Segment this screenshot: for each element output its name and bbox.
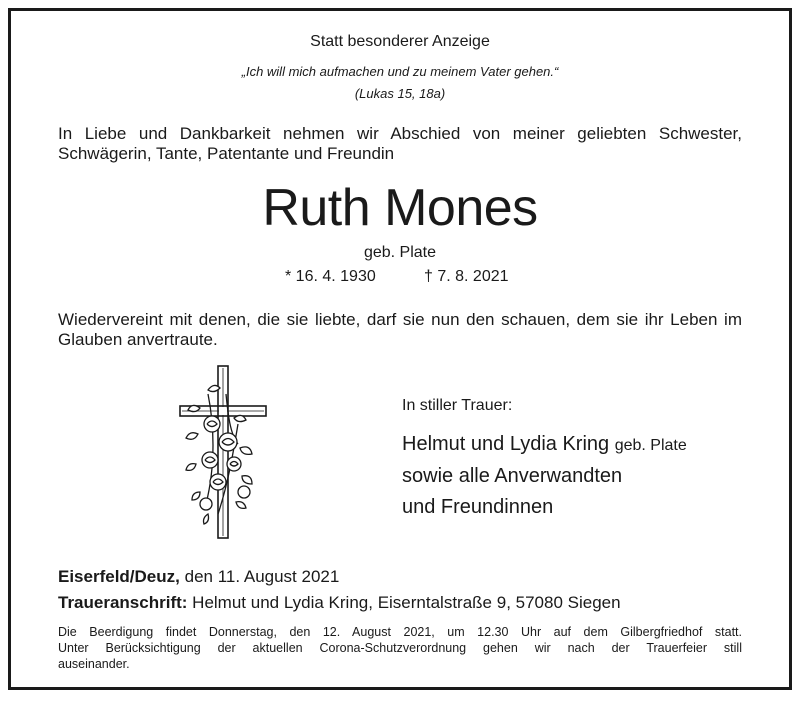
notice-date: den 11. August 2021 <box>184 567 340 586</box>
maiden-name: geb. Plate <box>363 244 437 261</box>
reunion-line: Wiedervereint mit denen, die sie liebte, darf sie nun den schauen, dem sie ihr Leben im <box>58 310 742 329</box>
notice-header: Statt besonderer Anzeige <box>310 33 490 50</box>
intro-line: In Liebe und Dankbarkeit nehmen wir Abschied von meiner geliebten Schwester, <box>58 124 742 143</box>
deceased-name: Ruth Mones <box>262 179 538 237</box>
funeral-info <box>58 624 742 672</box>
reunion-text <box>58 310 742 350</box>
bible-quote: „Ich will mich aufmachen und zu meinem Vater gehen.“ <box>241 64 559 79</box>
family-line: sowie alle Anverwandten <box>402 465 623 487</box>
birth-date: * 16. 4. 1930 <box>285 268 376 285</box>
family-line-names: Helmut und Lydia Kring <box>402 433 610 455</box>
funeral-line: Die Beerdigung findet Donnerstag, den 12. August 2021, um 12.30 Uhr auf dem Gilbergfriedhof statt. <box>58 625 742 639</box>
bible-reference: (Lukas 15, 18a) <box>354 86 446 101</box>
mourning-address <box>58 593 621 613</box>
funeral-line: Unter Berücksichtigung der aktuellen Corona-Schutzverordnung gehen wir nach der Trauerfeier still <box>58 641 742 655</box>
cross-with-roses-icon <box>178 364 268 542</box>
family-names <box>402 429 687 523</box>
place-label: Eiserfeld/Deuz, <box>58 567 180 586</box>
reunion-line: Glauben anvertraute. <box>58 330 218 349</box>
funeral-line: auseinander. <box>58 657 130 671</box>
family-line-suffix: geb. Plate <box>614 437 687 454</box>
mourning-label: In stiller Trauer: <box>402 397 513 414</box>
family-line <box>402 429 687 461</box>
address-label: Traueranschrift: <box>58 593 188 612</box>
intro-line: Schwägerin, Tante, Patentante und Freundin <box>58 144 395 163</box>
family-line: und Freundinnen <box>402 496 554 518</box>
address-value: Helmut und Lydia Kring, Eiserntalstraße 9, 57080 Siegen <box>192 593 621 612</box>
death-date: † 7. 8. 2021 <box>424 268 509 285</box>
intro-text <box>58 124 742 164</box>
place-and-date <box>58 567 339 587</box>
